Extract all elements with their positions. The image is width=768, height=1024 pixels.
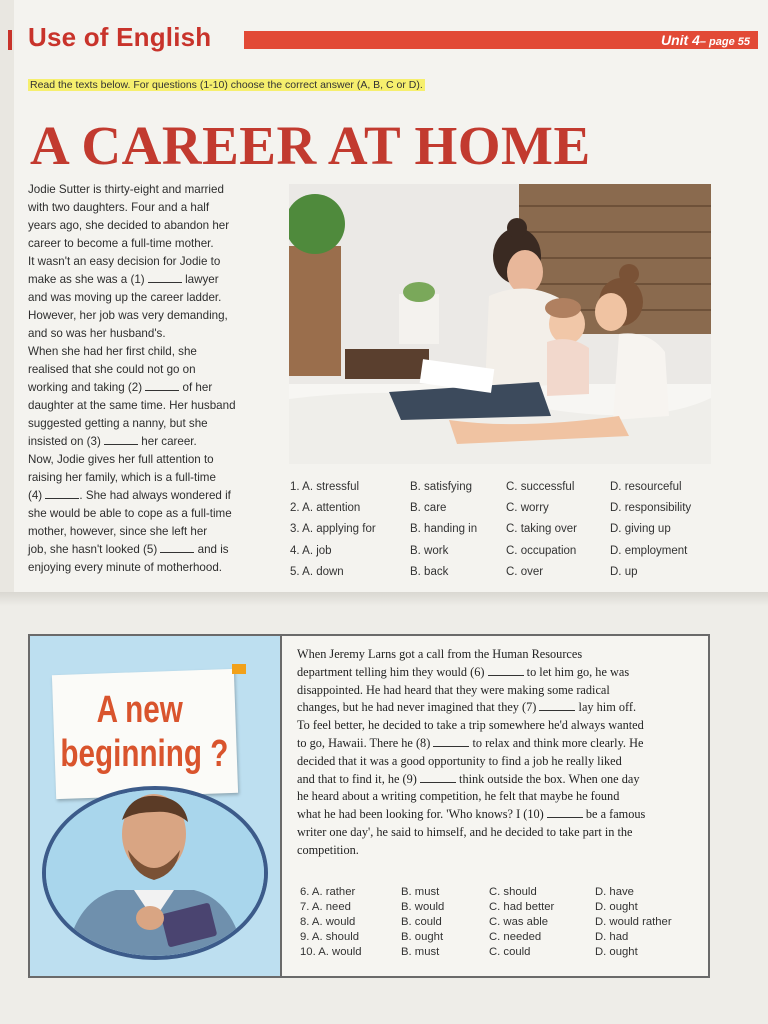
question-row: [300, 899, 700, 914]
text-line: daughter at the same time. Her husband: [28, 399, 236, 412]
option-c[interactable]: C. taking over: [506, 523, 577, 536]
option-c[interactable]: C. worry: [506, 501, 549, 514]
text-fragment: . She had always wondered if: [79, 489, 231, 502]
text-line: [28, 433, 268, 451]
text-line: with two daughters. Four and a half: [28, 201, 210, 214]
text-line: It wasn't an easy decision for Jodie to: [28, 255, 221, 268]
option-a[interactable]: 6. A. rather: [300, 885, 356, 898]
text-line: [297, 806, 699, 824]
text-line: decided that it was a good opportunity to find a job he really liked: [297, 753, 622, 768]
question-row: [290, 519, 720, 540]
option-b[interactable]: B. handing in: [410, 523, 478, 536]
option-b[interactable]: B. could: [401, 915, 442, 928]
text-fragment: and that to find it, he (9): [297, 771, 417, 786]
option-d[interactable]: D. ought: [595, 946, 638, 959]
tape-strip: [232, 664, 246, 674]
text-line: career to become a full-time mother.: [28, 237, 214, 250]
text-fragment: of her: [182, 381, 213, 394]
option-a[interactable]: 3. A. applying for: [290, 523, 376, 536]
option-c[interactable]: C. over: [506, 565, 544, 578]
answer-blank-1: [148, 272, 182, 283]
text-line: [297, 664, 699, 682]
option-a[interactable]: 1. A. stressful: [290, 480, 360, 493]
option-a[interactable]: 2. A. attention: [290, 501, 361, 514]
article-headline: A CAREER AT HOME: [30, 115, 591, 176]
option-a[interactable]: 10. A. would: [300, 946, 362, 959]
option-c[interactable]: C. occupation: [506, 544, 577, 557]
option-c[interactable]: C. successful: [506, 480, 575, 493]
question-row: [290, 561, 720, 582]
option-d[interactable]: D. employment: [610, 544, 688, 557]
text-fragment: job, she hasn't looked (5): [28, 543, 158, 556]
question-row: [300, 884, 700, 899]
header-accent-mark: [8, 30, 12, 50]
answer-blank-8: [433, 736, 469, 747]
option-b[interactable]: B. would: [401, 900, 445, 913]
answer-blank-5: [160, 542, 194, 553]
question-row: [300, 930, 700, 945]
page-divider: [0, 592, 768, 606]
text-line: he heard about a writing competition, he felt that maybe he found: [297, 789, 620, 804]
option-d[interactable]: D. would rather: [595, 915, 672, 928]
text-fragment: to relax and think more clearly. He: [472, 735, 644, 750]
question-row: [300, 914, 700, 929]
text-line: [28, 379, 268, 397]
text-line: suggested getting a nanny, but she: [28, 417, 208, 430]
text-fragment: department telling him they would (6): [297, 664, 485, 679]
photo-illustration: [289, 184, 711, 464]
answer-blank-6: [488, 665, 524, 676]
text-fragment: her career.: [141, 435, 197, 448]
text-fragment: to go, Hawaii. There he (8): [297, 735, 431, 750]
text-fragment: what he had been looking for. 'Who knows? I (10): [297, 807, 544, 822]
option-d[interactable]: D. up: [610, 565, 638, 578]
man-illustration: [46, 790, 264, 956]
text-fragment: (4): [28, 489, 43, 502]
option-b[interactable]: B. back: [410, 565, 449, 578]
article2-body: [297, 646, 699, 860]
article-body: [28, 181, 268, 577]
text-line: enjoying every minute of motherhood.: [28, 561, 222, 574]
option-a[interactable]: 9. A. should: [300, 931, 360, 944]
text-line: mother, however, since she left her: [28, 525, 208, 538]
question-row: [290, 476, 720, 497]
option-d[interactable]: D. giving up: [610, 523, 671, 536]
text-line: However, her job was very demanding,: [28, 309, 228, 322]
instruction-text: Read the texts below. For questions (1-10) choose the correct answer (A, B, C or D).: [30, 79, 423, 91]
answer-blank-4: [45, 488, 79, 499]
text-fragment: lawyer: [185, 273, 219, 286]
text-fragment: to let him go, he was: [526, 664, 630, 679]
text-line: years ago, she decided to abandon her: [28, 219, 230, 232]
text-fragment: changes, but he had never imagined that they (7): [297, 700, 537, 715]
title-line-1: A new: [96, 689, 183, 731]
answer-blank-10: [547, 807, 583, 818]
text-fragment: insisted on (3): [28, 435, 101, 448]
text-line: Jodie Sutter is thirty-eight and married: [28, 183, 224, 196]
text-fragment: think outside the box. When one day: [459, 771, 640, 786]
text-line: raising her family, which is a full-time: [28, 471, 216, 484]
text-line: [297, 699, 699, 717]
option-a[interactable]: 8. A. would: [300, 915, 356, 928]
answer-blank-2: [145, 380, 179, 391]
title-word: beginning: [60, 733, 203, 775]
text-fragment: and is: [197, 543, 229, 556]
option-d[interactable]: D. resourceful: [610, 480, 682, 493]
text-line: realised that she could not go on: [28, 363, 196, 376]
option-b[interactable]: B. care: [410, 501, 447, 514]
question-mark: ?: [210, 733, 229, 775]
option-b[interactable]: B. must: [401, 946, 440, 959]
option-b[interactable]: B. work: [410, 544, 449, 557]
man-portrait: [42, 786, 268, 960]
mother-daughters-photo: [289, 184, 711, 464]
answer-blank-7: [539, 700, 575, 711]
text-line: [297, 735, 699, 753]
option-c[interactable]: C. was able: [489, 915, 549, 928]
option-d[interactable]: D. had: [595, 931, 629, 944]
option-c[interactable]: C. needed: [489, 931, 542, 944]
article2-title: [50, 688, 229, 776]
text-line: [28, 271, 268, 289]
answer-blank-3: [104, 434, 138, 445]
text-fragment: working and taking (2): [28, 381, 143, 394]
text-line: she would be able to cope as a full-time: [28, 507, 232, 520]
text-line: [28, 541, 268, 559]
questions-1-5: [290, 476, 720, 582]
option-a[interactable]: 4. A. job: [290, 544, 332, 557]
option-b[interactable]: B. ought: [401, 931, 444, 944]
text-line: [28, 487, 268, 505]
option-d[interactable]: D. have: [595, 885, 634, 898]
option-d[interactable]: D. ought: [595, 900, 638, 913]
text-fragment: lay him off.: [578, 700, 637, 715]
text-fragment: be a famous: [585, 807, 646, 822]
questions-6-10: [300, 884, 700, 960]
option-a[interactable]: 5. A. down: [290, 565, 344, 578]
option-d[interactable]: D. responsibility: [610, 501, 692, 514]
option-c[interactable]: C. could: [489, 946, 531, 959]
text-line: Now, Jodie gives her full attention to: [28, 453, 214, 466]
text-line: and so was her husband's.: [28, 327, 166, 340]
title-line-2: [59, 732, 229, 776]
unit-label: Unit 4: [660, 32, 700, 48]
unit-bar: [244, 31, 758, 49]
option-b[interactable]: B. must: [401, 885, 440, 898]
question-row: [290, 540, 720, 561]
text-line: [297, 771, 699, 789]
text-fragment: make as she was a (1): [28, 273, 145, 286]
option-b[interactable]: B. satisfying: [410, 480, 472, 493]
option-c[interactable]: C. had better: [489, 900, 555, 913]
answer-blank-9: [420, 772, 456, 783]
unit-page-label: [661, 31, 750, 51]
text-line: disappointed. He had heard that they were making some radical: [297, 682, 610, 697]
question-row: [300, 945, 700, 960]
text-line: To feel better, he decided to take a trip somewhere he'd always wanted: [297, 718, 644, 733]
text-line: writer one day', he said to himself, and he decided to take part in the: [297, 824, 633, 839]
question-row: [290, 497, 720, 518]
text-line: When she had her first child, she: [28, 345, 197, 358]
text-line: When Jeremy Larns got a call from the Human Resources: [297, 647, 583, 661]
page-label: – page 55: [699, 36, 750, 48]
text-line: and was moving up the career ladder.: [28, 291, 222, 304]
option-c[interactable]: C. should: [489, 885, 537, 898]
text-line: competition.: [297, 842, 359, 857]
option-a[interactable]: 7. A. need: [300, 900, 351, 913]
section-title: Use of English: [28, 22, 212, 52]
